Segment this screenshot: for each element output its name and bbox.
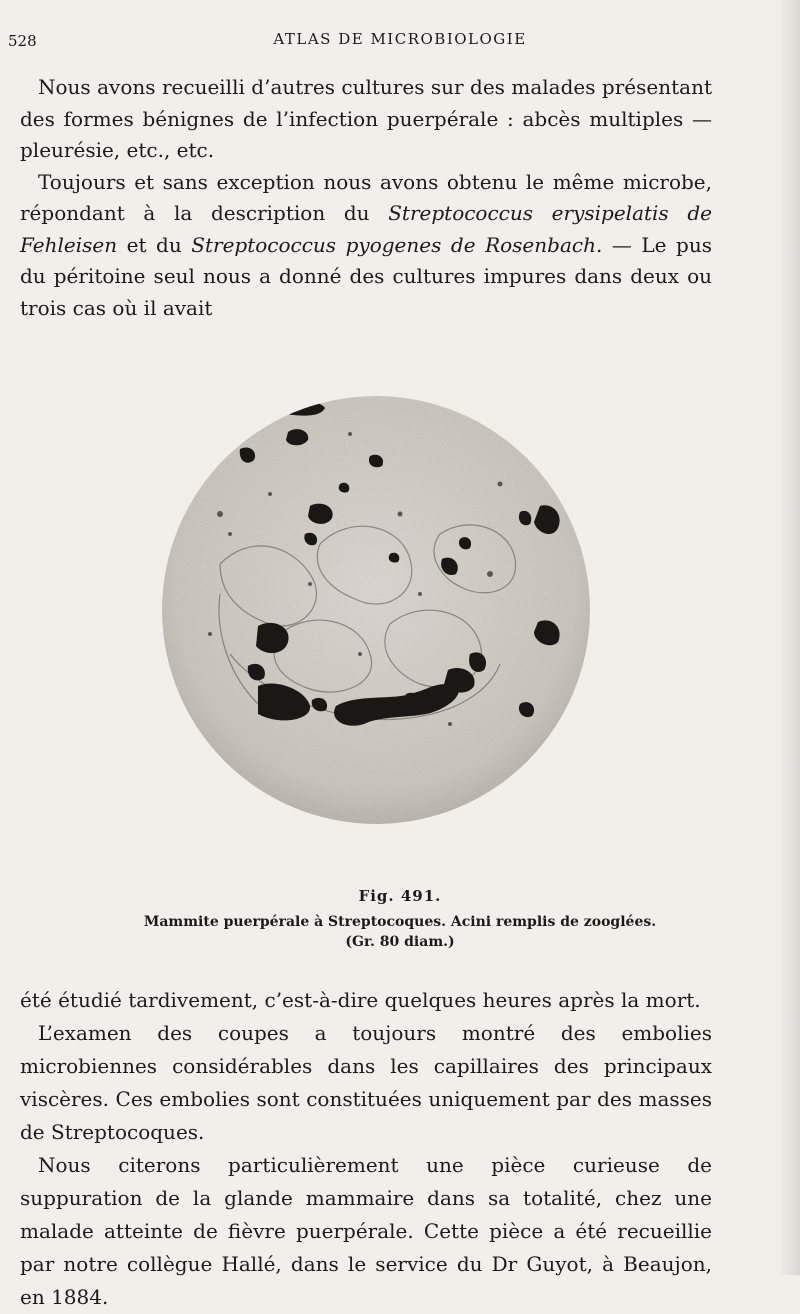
- species-name-rosenbach: Streptococcus pyogenes de Rosenbach.: [191, 232, 603, 257]
- text-run: Toujours et sans exception nous avons obtenu le même microbe, répondant à la description du: [20, 169, 712, 225]
- text-block-bottom: [20, 984, 712, 1314]
- page-number: 528: [8, 32, 37, 50]
- paragraph-studied-late: été étudié tardivement, c’est-à-dire quelques heures après la mort.: [20, 988, 701, 1012]
- caption-line: Mammite puerpérale à Streptocoques. Acini remplis de zooglées.: [143, 914, 657, 930]
- paragraph-embolies: L’examen des coupes a toujours montré des embolies microbiennes considérables dans les capillaires des principaux viscères. Ces embolies sont constituées uniquement par des masses de Streptocoques.: [20, 1021, 712, 1144]
- caption-magnification: (Gr. 80 diam.): [345, 934, 455, 950]
- running-title: ATLAS DE MICROBIOLOGIE: [273, 30, 527, 48]
- micrograph-image: [160, 394, 592, 826]
- paragraph-other-cultures: Nous avons recueilli d’autres cultures sur des malades présentant des formes bénignes de l’infection puerpérale : abcès multiples — pleurésie, etc., etc.: [20, 75, 712, 162]
- species-name-fehleisen: Streptococcus erysipelatis de Fehleisen: [20, 201, 712, 257]
- figure-label: Fig. 491.: [358, 887, 442, 905]
- text-block-top: [20, 72, 712, 324]
- text-run: et du: [117, 232, 192, 257]
- figure-caption: [0, 912, 800, 952]
- paragraph-same-microbe: [20, 167, 712, 325]
- page-edge-shadow: [778, 0, 800, 1275]
- page-header: [0, 30, 800, 54]
- paragraph-mammary-specimen: Nous citerons particulièrement une pièce curieuse de suppuration de la glande mammaire dans sa totalité, chez une malade atteinte de fièvre puerpérale. Cette pièce a été recueillie par notre collègue Hallé, dans le service du Dr Guyot, à Beaujon, en 1884.: [20, 1153, 712, 1309]
- text-run: — Le pus du péritoine seul nous a donné des cultures impures dans deux ou trois cas où il avait: [20, 232, 712, 320]
